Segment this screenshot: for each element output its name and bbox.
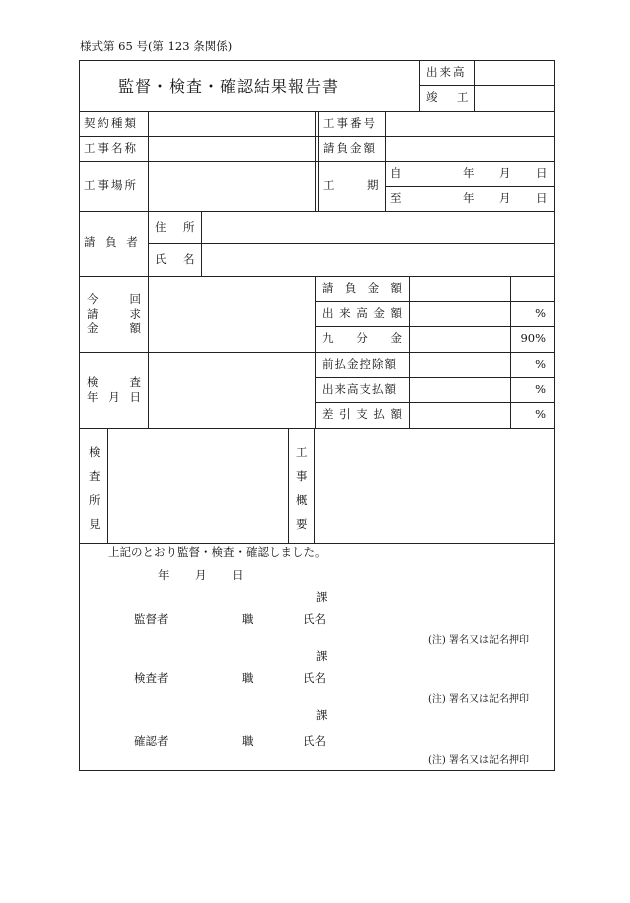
inspection-opinion-field[interactable] — [108, 429, 288, 542]
amount-contract-value[interactable] — [410, 277, 509, 301]
contractor-name-label-2: 名 — [183, 252, 195, 266]
contractor-address-label-2: 所 — [183, 220, 195, 234]
contract-type-label: 契約種類 — [84, 116, 138, 130]
signer-supervisor-name-field[interactable] — [330, 608, 530, 628]
amount-progress-label: 出 来 高 金 額 — [322, 306, 402, 320]
inspection-date-label-line1: 検 査 — [87, 375, 141, 389]
period-label-2: 期 — [367, 178, 379, 192]
opinion-label-2: 査 — [89, 469, 101, 483]
request-amount-field[interactable] — [149, 277, 314, 351]
site-label: 工事場所 — [84, 178, 138, 192]
stamp-shunko-label-2: 工 — [457, 90, 469, 104]
request-label-line3: 金 額 — [87, 321, 141, 335]
stamp-shunko-label-1: 竣 — [426, 90, 438, 104]
stamp-dekidaka-label: 出来高 — [426, 65, 467, 79]
amount-progress-value[interactable] — [410, 302, 509, 326]
summary-label-1: 工 — [296, 445, 308, 459]
period-to-day: 日 — [536, 191, 548, 205]
opinion-label-4: 見 — [89, 517, 101, 531]
contract-type-field[interactable] — [149, 112, 314, 136]
period-to-month: 月 — [499, 191, 511, 205]
site-field[interactable] — [149, 162, 314, 211]
signer-confirmer-name-label: 氏名 — [303, 734, 326, 748]
inspection-date-label-line2: 年 月 日 — [87, 390, 141, 404]
signer-inspector-role: 検査者 — [134, 671, 169, 685]
contractor-name-field[interactable] — [202, 244, 553, 275]
contractor-address-field[interactable] — [202, 212, 553, 243]
percent-ninety: 90% — [520, 331, 546, 345]
signer-supervisor-name-label: 氏名 — [303, 612, 326, 626]
period-to-label: 至 — [390, 191, 402, 205]
inspection-date-field[interactable] — [149, 353, 314, 427]
request-label-line2: 請 求 — [87, 307, 141, 321]
summary-label-2: 事 — [296, 469, 308, 483]
signer-confirmer-note: (注) 署名又は記名押印 — [428, 755, 529, 766]
statement-text: 上記のとおり監督・検査・確認しました。 — [108, 545, 327, 559]
percent-net-payment: % — [535, 407, 546, 421]
date-day: 日 — [232, 568, 244, 582]
signer-confirmer-position: 職 — [242, 734, 254, 748]
contract-amount-label: 請負金額 — [323, 141, 377, 155]
signer-confirmer-section: 課 — [316, 708, 328, 722]
amount-ninety-value[interactable] — [410, 327, 509, 351]
period-from-day: 日 — [536, 166, 548, 180]
signer-supervisor-note: (注) 署名又は記名押印 — [428, 635, 529, 646]
signer-inspector-section: 課 — [316, 649, 328, 663]
construction-name-label: 工事名称 — [84, 141, 138, 155]
amount-progress-payment-label: 出来高支払額 — [322, 382, 397, 396]
date-month: 月 — [195, 568, 207, 582]
period-from-label: 自 — [390, 166, 402, 180]
form-title: 監督・検査・確認結果報告書 — [118, 77, 340, 96]
amount-progress-payment-value[interactable] — [410, 378, 509, 402]
amount-ninety-label: 九 分 金 — [322, 331, 402, 345]
signer-confirmer-role: 確認者 — [134, 734, 169, 748]
date-year: 年 — [158, 568, 170, 582]
amount-net-payment-label: 差 引 支 払 額 — [322, 407, 402, 421]
request-label-line1: 今 回 — [87, 292, 141, 306]
stamp-shunko-field[interactable] — [475, 86, 553, 110]
opinion-label-1: 検 — [89, 445, 101, 459]
signer-supervisor-section: 課 — [316, 590, 328, 604]
contract-amount-field[interactable] — [386, 137, 553, 161]
construction-name-field[interactable] — [149, 137, 314, 161]
signer-inspector-name-label: 氏名 — [303, 671, 326, 685]
contractor-address-label-1: 住 — [155, 220, 167, 234]
signer-confirmer-name-field[interactable] — [330, 730, 530, 750]
construction-number-field[interactable] — [386, 112, 553, 136]
signer-inspector-name-field[interactable] — [330, 667, 530, 687]
summary-label-3: 概 — [296, 493, 308, 507]
summary-label-4: 要 — [296, 517, 308, 531]
signer-inspector-note: (注) 署名又は記名押印 — [428, 694, 529, 705]
opinion-label-3: 所 — [89, 493, 101, 507]
contractor-name-label-1: 氏 — [155, 252, 167, 266]
construction-number-label: 工事番号 — [323, 116, 377, 130]
amount-contract-label: 請 負 金 額 — [322, 281, 402, 295]
period-from-year: 年 — [463, 166, 475, 180]
signer-supervisor-role: 監督者 — [134, 612, 169, 626]
signer-inspector-position: 職 — [242, 671, 254, 685]
percent-progress-payment: % — [535, 382, 546, 396]
amount-advance-deduction-value[interactable] — [410, 353, 509, 377]
amount-advance-deduction-label: 前払金控除額 — [322, 357, 397, 371]
contractor-label: 請 負 者 — [84, 235, 141, 249]
stamp-dekidaka-field[interactable] — [475, 61, 553, 85]
form-number: 様式第 65 号(第 123 条関係) — [80, 39, 233, 53]
signer-supervisor-position: 職 — [242, 612, 254, 626]
percent-advance-deduction: % — [535, 357, 546, 371]
percent-progress: % — [535, 306, 546, 320]
construction-summary-field[interactable] — [315, 429, 553, 542]
period-to-year: 年 — [463, 191, 475, 205]
amount-net-payment-value[interactable] — [410, 403, 509, 427]
period-from-month: 月 — [499, 166, 511, 180]
period-label-1: 工 — [323, 178, 335, 192]
